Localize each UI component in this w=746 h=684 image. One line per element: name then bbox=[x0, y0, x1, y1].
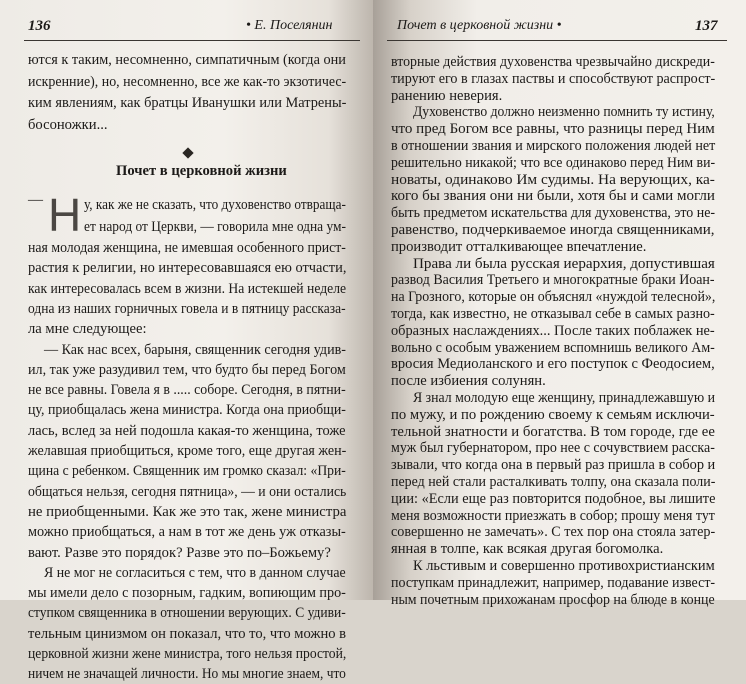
text-line: цу, приобщалась жена министра. Когда она приобщи- bbox=[28, 402, 346, 419]
text-line: желавшая приобщиться, кроме того, еще другая жен- bbox=[28, 443, 347, 459]
text-line: по мужу, и по рождению своему к семьям исключи- bbox=[391, 406, 715, 423]
text-line: кого бы звания они ни были, хотя бы и сами могли bbox=[391, 188, 715, 205]
text-line: ции: «Если еще раз повторится подобное, вы лишите bbox=[391, 490, 716, 507]
text-line: поступкам принадлежит, например, подавание извест- bbox=[391, 574, 716, 591]
text-line: растия к религии, но интересовавшаяся ею отчасти, bbox=[28, 260, 347, 277]
text-line: К льстивым и совершенно противохристианским bbox=[413, 558, 715, 574]
text-line: не все равны. Говела я в ..... соборе. Сегодня, в пятни- bbox=[28, 382, 346, 399]
text-line: зывали, что когда она в первый раз пришла в собор и bbox=[391, 457, 716, 474]
drop-cap: Н bbox=[48, 189, 82, 241]
left-running-head: • Е. Поселянин bbox=[246, 18, 333, 33]
text-line: вторные действия духовенства чрезвычайно дискреди- bbox=[391, 54, 715, 70]
text-line: общаться нельзя, сегодня пятница», — и они остались bbox=[28, 483, 347, 500]
text-line: вольно с особым уважением вспомнишь великого Ам- bbox=[391, 339, 715, 356]
text-line: перед ней стали расталкивать толпу, она сказала поли- bbox=[391, 474, 716, 490]
text-line: совершенно не замечать». С тех пор она стояла затер- bbox=[391, 524, 716, 541]
text-line: ет народ от Церкви, — говорила мне одна ум- bbox=[84, 218, 346, 235]
text-line: у, как же не сказать, что духовенство отвраща- bbox=[84, 197, 346, 213]
text-line: вают. Разве это порядок? Разве это по–Божьему? bbox=[28, 544, 331, 561]
text-line: новаты, одинаково Им судимы. На верующих, ка- bbox=[391, 171, 715, 188]
left-page-number: 136 bbox=[28, 18, 51, 34]
text-line: ла мне следующее: bbox=[28, 321, 147, 338]
text-line: церковной жизни жене министра, того нельзя простой, bbox=[28, 646, 347, 662]
text-line: янная в толпе, как всякая другая богомолка. bbox=[391, 541, 664, 558]
text-line: тогда, как известно, не отказывал себе в самых разно- bbox=[391, 306, 715, 322]
right-page bbox=[373, 0, 746, 608]
text-line: быть предметом искательства для духовенства, это не- bbox=[391, 205, 716, 222]
text-line: можно приобщаться, а нам в тот же день уж отказы- bbox=[28, 524, 346, 541]
text-line: как интересовалась всем в жизни. На истекшей неделе bbox=[28, 280, 347, 297]
text-line: ким явлениям, как братцы Иванушки или Матрены- bbox=[28, 95, 347, 111]
text-line: ются к таким, несомненно, симпатичным (когда они bbox=[28, 52, 346, 68]
text-line: производит отталкивающее впечатление. bbox=[391, 238, 647, 255]
text-line: одна из наших горничных говела и в пятницу рассказа- bbox=[28, 300, 346, 317]
section-title: Почет в церковной жизни bbox=[116, 163, 287, 179]
text-line: образных наслаждениях... После таких поблажек не- bbox=[391, 322, 715, 339]
left-page bbox=[0, 0, 373, 683]
text-line: Я знал молодую еще женщину, принадлежавшую и bbox=[413, 390, 716, 406]
text-line: — Как нас всех, барыня, священник сегодня удив- bbox=[44, 341, 346, 358]
text-line: не приобщенными. Как же это так, жене министра bbox=[28, 503, 347, 520]
text-line: ная молодая женщина, не имевшая особенного прист- bbox=[28, 240, 346, 256]
text-line: равенство, подчеркиваемое иногда священниками, bbox=[391, 222, 715, 238]
section-separator-ornament bbox=[182, 147, 193, 158]
text-line: лась, вслед за ней подошла какая-то женщина, тоже bbox=[28, 422, 346, 439]
drop-dash: — bbox=[28, 192, 43, 208]
text-line: после избиения солунян. bbox=[391, 373, 546, 390]
text-line: Права ли была русская иерархия, допустившая bbox=[413, 255, 715, 272]
text-line: босоножки... bbox=[28, 116, 108, 133]
text-line: муж был губернатором, про нее с сочувствием расска- bbox=[391, 440, 715, 457]
text-line: вросия Медиоланского и его поступок с Феодосием, bbox=[391, 356, 715, 373]
text-line: на Грозного, которые он объяснял «нуждой телесной», bbox=[391, 289, 716, 306]
text-line: ступком священника в отношении верующих. С удиви- bbox=[28, 605, 346, 622]
text-line: ничем не значащей личности. Но мы многие знаем, что bbox=[28, 666, 346, 683]
text-line: искренние), но, несомненно, все же как-то экзотичес- bbox=[28, 73, 347, 90]
text-line: ным почетным прихожанам просфор на блюде в конце bbox=[391, 591, 715, 608]
text-line: меня возможности приезжать в собор; прошу меня тут bbox=[391, 507, 715, 524]
left-header-rule bbox=[24, 40, 360, 41]
text-line: в отношении звания и мирского положения людей нет bbox=[391, 138, 716, 154]
text-line: тельной знатности и богатства. В том городе, где ее bbox=[391, 423, 715, 440]
text-line: Я не мог не согласиться с тем, что в данном случае bbox=[44, 564, 346, 581]
right-header-rule bbox=[387, 40, 727, 41]
text-line: развод Василия Третьего и многократные браки Иоан- bbox=[391, 272, 715, 289]
text-line: щина с ребенком. Священник им громко сказал: «При- bbox=[28, 463, 346, 480]
text-line: Духовенство должно неизменно помнить ту истину, bbox=[413, 104, 715, 121]
right-running-head: Почет в церковной жизни • bbox=[397, 18, 562, 33]
text-line: мы имели дело с позорным, гадким, вопиющим про- bbox=[28, 585, 346, 602]
text-line: ил, так уже разудивил тем, что будто бы перед Богом bbox=[28, 361, 346, 378]
text-line: решительно никакой; что все одинаково перед Ним ви- bbox=[391, 154, 716, 171]
text-line: тируют его в глазах паствы и способствуют распрост- bbox=[391, 70, 716, 87]
text-line: тельным цинизмом он показал, что то, что можно в bbox=[28, 625, 347, 642]
text-line: ранению неверия. bbox=[391, 87, 503, 104]
right-page-number: 137 bbox=[695, 18, 718, 34]
text-line: что пред Богом все равны, что разницы перед Ним bbox=[391, 121, 715, 138]
